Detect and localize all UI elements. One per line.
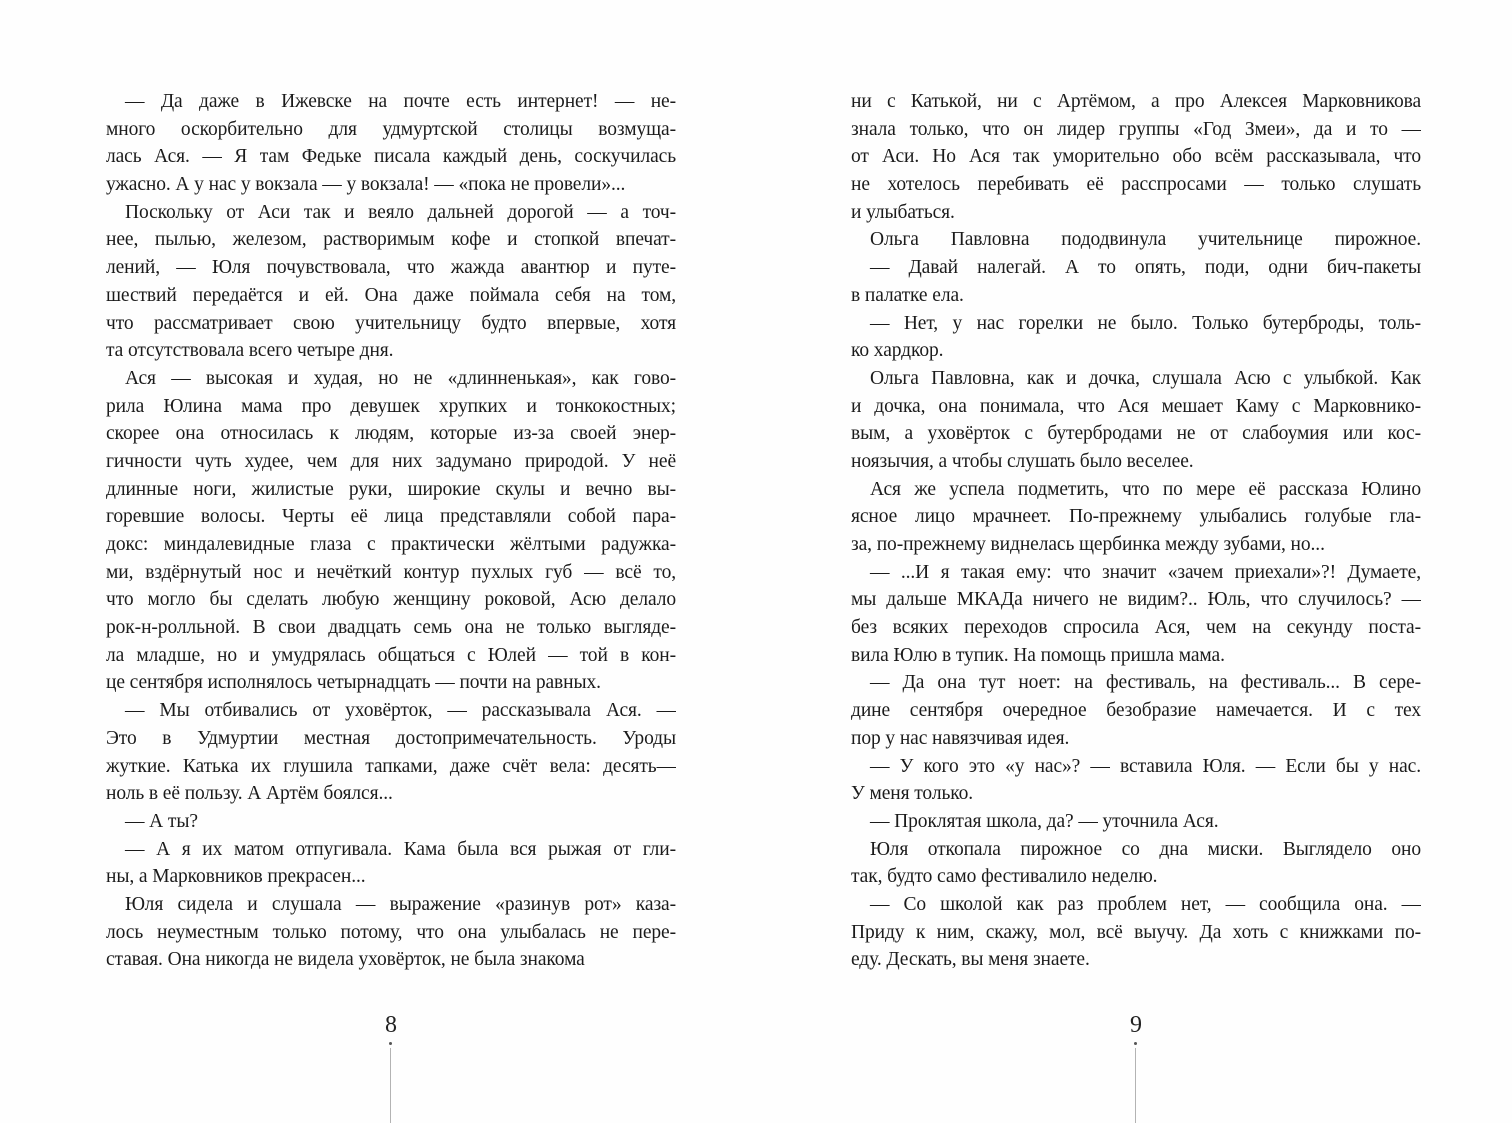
text-line: — ...И я такая ему: что значит «зачем приехали»?! Думаете,	[870, 561, 1421, 583]
text-line: лась Ася. — Я там Федьке писала каждый день, соскучилась	[106, 146, 676, 168]
text-line: ко хардкор.	[851, 340, 944, 362]
text-line: ясное лицо мрачнеет. По-прежнему улыбались голубые гла-	[851, 506, 1421, 528]
text-line: Ася — высокая и худая, но не «длинненькая», как гово-	[125, 367, 676, 389]
book-page-right	[851, 0, 1421, 1123]
text-line: ставая. Она никогда не видела уховёрток, не была знакома	[106, 949, 585, 971]
text-line: без всяких переходов спросила Ася, чем на секунду поста-	[851, 617, 1421, 639]
text-line: от Аси. Но Ася так уморительно обо всём рассказывала, что	[851, 146, 1421, 168]
text-line: не хотелось перебивать её расспросами — только слушать	[851, 174, 1421, 196]
text-line: лений, — Юля почувствовала, что жажда авантюр и путе-	[106, 257, 676, 279]
book-page-left	[106, 0, 676, 1123]
text-line: горевшие волосы. Черты её лица представляли собой пара-	[106, 506, 676, 528]
text-line: У меня только.	[851, 783, 974, 805]
text-line: — Проклятая школа, да? — уточнила Ася.	[870, 810, 1219, 832]
text-line: Приду к ним, скажу, мол, всё выучу. Да хоть с книжками по-	[851, 921, 1421, 943]
text-line: нее, пылью, железом, растворимым кофе и стопкой впечат-	[106, 229, 676, 251]
footer-dot-right	[1134, 1042, 1137, 1045]
text-line: докс: миндалевидные глаза с практически жёлтыми радужка-	[106, 534, 676, 555]
text-line: — У кого это «у нас»? — вставила Юля. — Если бы у нас.	[870, 755, 1421, 777]
text-line: рила Юлина мама про девушек хрупких и тонкокостных;	[106, 395, 676, 417]
text-line: — Мы отбивались от уховёрток, — рассказывала Ася. —	[125, 700, 676, 722]
text-line: Поскольку от Аси так и веяло дальней дорогой — а точ-	[125, 201, 676, 223]
text-line: Ольга Павловна, как и дочка, слушала Асю с улыбкой. Как	[870, 367, 1421, 389]
text-line: что могло бы сделать любую женщину роковой, Асю делало	[106, 589, 676, 611]
text-line: и дочка, она понимала, что Ася мешает Каму с Марковнико-	[851, 395, 1421, 417]
text-line: знала только, что он лидер группы «Год Змеи», да и то —	[851, 118, 1421, 140]
page-text-right	[851, 88, 1421, 974]
text-line: длинные ноги, жилистые руки, широкие скулы и вечно вы-	[106, 478, 676, 500]
page-number-left: 8	[385, 1012, 397, 1038]
text-line: Юля сидела и слушала — выражение «разинув рот» каза-	[125, 893, 676, 915]
text-line: лось неуместным только потому, что она улыбалась не пере-	[106, 921, 676, 943]
text-line: та отсутствовала всего четыре дня.	[106, 340, 394, 362]
text-line: Ольга Павловна пододвинула учительнице пирожное.	[870, 229, 1421, 251]
text-line: так, будто само фестивалило неделю.	[851, 866, 1158, 888]
text-line: — Да даже в Ижевске на почте есть интернет! — не-	[125, 91, 676, 112]
text-line: шествий передаётся и ей. Она даже поймала себя на том,	[106, 284, 676, 306]
footer-rule-right	[1135, 1048, 1136, 1123]
text-line: жуткие. Катька их глушила тапками, даже счёт вела: десять—	[106, 755, 676, 777]
text-line: в палатке ела.	[851, 284, 964, 306]
text-line: Это в Удмуртии местная достопримечательность. Уроды	[106, 727, 676, 749]
text-line: ни с Катькой, ни с Артёмом, а про Алексея Марковникова	[851, 91, 1421, 112]
text-line: — Со школой как раз проблем нет, — сообщила она. —	[870, 893, 1421, 915]
text-line: за, по-прежнему виднелась щербинка между зубами, но...	[851, 534, 1325, 555]
text-line: еду. Дескать, вы меня знаете.	[851, 949, 1090, 971]
text-line: дине сентября очередное безобразие намечается. И с тех	[851, 700, 1421, 722]
text-line: пор у нас навязчивая идея.	[851, 727, 1070, 749]
text-line: ла младше, но и умудрялась общаться с Юлей — той в кон-	[106, 644, 676, 666]
text-line: ужасно. А у нас у вокзала — у вокзала! — «пока не провели»...	[106, 174, 626, 196]
text-line: ноль в её пользу. А Артём боялся...	[106, 783, 393, 805]
text-line: — Давай налегай. А то опять, поди, одни бич-пакеты	[870, 257, 1421, 279]
text-line: и улыбаться.	[851, 201, 955, 223]
text-line: ми, вздёрнутый нос и нечёткий контур пухлых губ — всё то,	[106, 561, 676, 583]
text-line: мы дальше МКАДа ничего не видим?.. Юль, что случилось? —	[851, 589, 1421, 611]
text-line: ны, а Марковников прекрасен...	[106, 866, 366, 888]
text-line: — Нет, у нас горелки не было. Только бутерброды, толь-	[870, 312, 1421, 334]
footer-rule-left	[390, 1048, 391, 1123]
text-line: ноязычия, а чтобы слушать было веселее.	[851, 450, 1194, 472]
text-line: вым, а уховёрток с бутербродами не от слабоумия или кос-	[851, 423, 1421, 445]
text-line: — А я их матом отпугивала. Кама была вся рыжая от гли-	[125, 838, 676, 860]
footer-dot-left	[389, 1042, 392, 1045]
text-line: гичности чуть худее, чем для них задумано природой. У неё	[106, 450, 676, 472]
text-line: Ася же успела подметить, что по мере её рассказа Юлино	[870, 478, 1421, 500]
text-line: — Да она тут ноет: на фестиваль, на фестиваль... В сере-	[870, 672, 1421, 694]
text-line: скорее она относилась к людям, которые из-за своей энер-	[106, 423, 676, 445]
text-line: рок-н-ролльной. В свои двадцать семь она не только выгляде-	[106, 617, 676, 639]
text-line: — А ты?	[125, 810, 198, 832]
page-text-left	[106, 88, 676, 974]
page-number-right: 9	[1130, 1012, 1142, 1038]
text-line: много оскорбительно для удмуртской столицы возмуща-	[106, 118, 676, 140]
text-line: Юля откопала пирожное со дна миски. Выглядело оно	[870, 838, 1421, 860]
text-line: что рассматривает свою учительницу будто впервые, хотя	[106, 312, 676, 334]
text-line: вила Юлю в тупик. На помощь пришла мама.	[851, 644, 1225, 666]
text-line: це сентября исполнялось четырнадцать — почти на равных.	[106, 672, 601, 694]
